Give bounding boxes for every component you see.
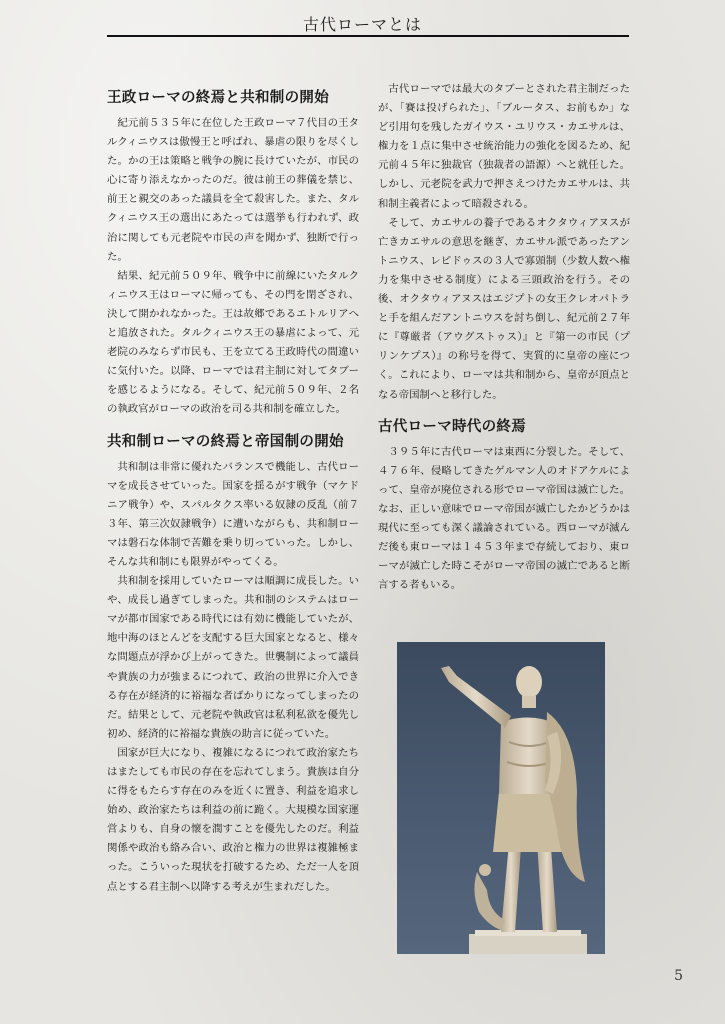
paragraph: そして、カエサルの養子であるオクタウィアヌスが亡きカエサルの意思を継ぎ、カエサル派であったアントニウス、レピドゥスの３人で寡頭制（少数人数へ権力を集中させる制度）による三頭政治を行う。その後、オクタウィアヌスはエジプトの女王クレオパトラと手を組んだアントニウスを討ち倒し、紀元前２７年に『尊厳者（アウグストゥス）』と『第一の市民（プリンケプス）』の称号を得て、実質的に皇帝の座につく。これにより、ローマは共和制から、皇帝が頂点となる帝国制へと移行した。: [378, 216, 630, 401]
paragraph: 古代ローマでは最大のタブーとされた君主制だったが、「賽は投げられた」、「ブルータス、お前もか」など引用句を残したガイウス・ユリウス・カエサルは、権力を１点に集中させ統治能力の強化を図るため、紀元前４５年に独裁官（独裁者の語源）へと就任した。しかし、元老院を武力で押さえつけたカエサルは、共和制主義者によって暗殺される。: [378, 83, 630, 210]
paragraph: 結果、紀元前５０９年、戦争中に前線にいたタルクィニウス王はローマに帰っても、その門を閉ざされ、決して開かれなかった。王は故郷であるエトルリアへと追放された。タルクィニウス王の暴虐によって、元老院のみならず市民も、王を立てる王政時代の間違いに気付いた。以降、ローマでは君主制に対してタブーを感じるようになる。そして、紀元前５０９年、２名の執政官がローマの政治を司る共和制を確立した。: [107, 269, 359, 416]
section-republic-end: [107, 432, 359, 897]
right-column: [378, 80, 630, 607]
augustus-statue-image: [397, 642, 605, 954]
section-heading: 古代ローマ時代の終焉: [378, 417, 526, 435]
section-caesar: [378, 80, 630, 405]
statue-illustration: [397, 642, 605, 954]
paragraph: 共和制は非常に優れたバランスで機能し、古代ローマを成長させていった。国家を揺るがす戦争（マケドニア戦争）や、スパルタクス率いる奴隷の反乱（前７３年、第三次奴隷戦争）に遭いながらも、共和制ローマは磐石な体制で苦難を乗り切っていった。しかし、そんな共和制にも限界がやってくる。: [107, 460, 359, 568]
paragraph: 共和制を採用していたローマは順調に成長した。いや、成長し過ぎてしまった。共和制のシステムはローマが都市国家である時代には有効に機能していたが、地中海のほとんどを支配する巨大国家となると、様々な問題点が浮かび上がってきた。世襲制によって議員や貴族の力が強まるにつれて、政治の世界に介入できる存在が経済的に裕福な者ばかりになってしまったのだ。結果として、元老院や執政官は私利私欲を優先し初め、経済的に裕福な貴族の助言に従っていた。: [107, 575, 359, 740]
paragraph: 国家が巨大になり、複雑になるにつれて政治家たちはまたしても市民の存在を忘れてしまう。貴族は自分に得をもたらす存在のみを近くに置き、利益を追求し始め、政治家たちは利益の前に跪く。大規模な国家運営よりも、自身の懐を潤すことを優先したのだ。利益関係や政治も絡み合い、政治と権力の世界は複雑極まった。こういった現状を打破するため、ただ一人を頂点とする君主制へ以降する考えが生まれだした。: [107, 746, 359, 893]
paragraph: ３９５年に古代ローマは東西に分裂した。そして、４７６年、侵略してきたゲルマン人のオドアケルによって、皇帝が廃位される形でローマ帝国は滅亡した。なお、正しい意味でローマ帝国が滅亡したかどうかは現代に至っても深く議論されている。西ローマが滅んだ後も東ローマは１４５３年まで存続しており、東ローマが滅亡した時こそがローマ帝国の滅亡であると断言する者もいる。: [378, 445, 630, 592]
header-rule: [107, 35, 629, 37]
paragraph: 紀元前５３５年に在位した王政ローマ７代目の王タルクィニウスは傲慢王と呼ばれ、暴虐の限りを尽くした。かの王は策略と戦争の腕に長けていたが、市民の心に寄り添えなかったのだ。彼は前王の葬儀を禁じ、前王と親交のあった議員を全て殺害した。また、タルクィニウス王の選出にあたっては選挙も行われず、政治に関しても元老院や市民の声を聞かず、独断で行った。: [107, 117, 359, 263]
section-heading: 王政ローマの終焉と共和制の開始: [107, 89, 329, 106]
section-ancient-rome-end: [378, 417, 630, 596]
page-number: 5: [674, 968, 683, 984]
page-header-title: 古代ローマとは: [302, 15, 422, 34]
section-monarchy-end: [107, 88, 359, 420]
left-column: [107, 88, 359, 909]
section-heading: 共和制ローマの終焉と帝国制の開始: [107, 432, 344, 450]
